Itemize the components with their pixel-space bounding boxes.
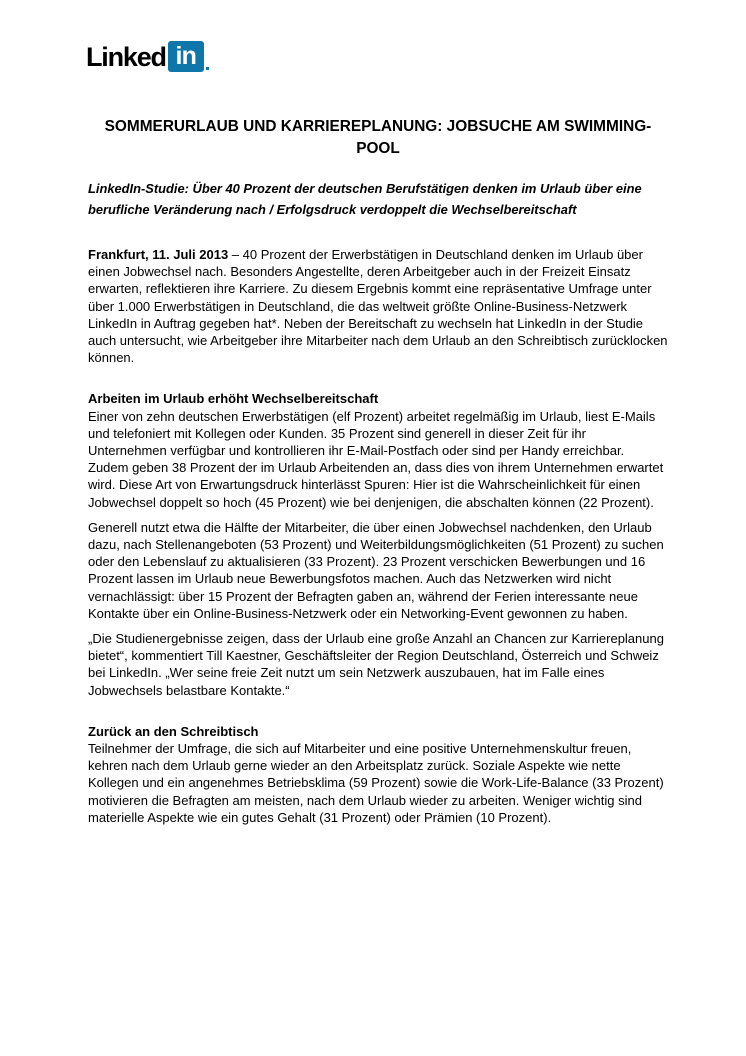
quote-paragraph: „Die Studienergebnisse zeigen, dass der Urlaub eine große Anzahl an Chancen zur Karriereplanung bietet“, kommentiert Till Kaestner, Geschäftsleiter der Region Deutschland, Österreich und Schweiz bei LinkedIn. „Wer seine freie Zeit nutzt um sein Netzwerk auszubauen, hat im Falle eines Jobwechsels belastbare Kontakte.“ xyxy=(88,631,664,698)
intro-paragraph xyxy=(88,246,668,366)
document-subtitle: LinkedIn-Studie: Über 40 Prozent der deutschen Berufstätigen denken im Urlaub über eine berufliche Veränderung nach / Erfolgsdruck verdoppelt die Wechselbereitschaft xyxy=(88,181,642,217)
linkedin-logo xyxy=(86,40,209,72)
section-heading-back-to-desk: Zurück an den Schreibtisch xyxy=(88,723,259,739)
document-title: SOMMERURLAUB UND KARRIEREPLANUNG: JOBSUCHE AM SWIMMING-POOL xyxy=(104,118,652,157)
intro-text: – 40 Prozent der Erwerbstätigen in Deutschland denken im Urlaub über einen Jobwechsel nach. Besonders Angestellte, deren Arbeitgeber auch in der Freizeit Einsatz erwarten, reflektieren ihre Karriere. Zu diesem Ergebnis kommt eine repräsentative Umfrage unter über 1.000 Erwerbstätigen in Deutschland, die das weltweit größte Online-Business-Netzwerk LinkedIn in Auftrag gegeben hat*. Neben der Bereitschaft zu wechseln hat LinkedIn in der Studie auch untersucht, wie Arbeitgeber ihre Mitarbeiter nach dem Urlaub an den Schreibtisch zurücklocken können. xyxy=(88,247,668,366)
dateline: Frankfurt, 11. Juli 2013 xyxy=(88,247,229,262)
document-body xyxy=(88,116,668,834)
logo-wordmark: Linked xyxy=(86,42,166,72)
paragraph: Einer von zehn deutschen Erwerbstätigen (elf Prozent) arbeitet regelmäßig im Urlaub, liest E-Mails und telefoniert mit Kollegen oder Kunden. 35 Prozent sind generell in dieser Zeit für ihr Unternehmen verfügbar und kontrollieren ihr E-Mail-Postfach oder sind per Handy erreichbar. Zudem geben 38 Prozent der im Urlaub Arbeitenden an, dass dies von ihrem Unternehmen erwartet wird. Diese Art von Erwartungsdruck hinterlässt Spuren: Hier ist die Wahrscheinlichkeit für einen Jobwechsel doppelt so hoch (45 Prozent) wie bei denjenigen, die abschalten können (22 Prozent). xyxy=(88,408,664,510)
paragraph: Teilnehmer der Umfrage, die sich auf Mitarbeiter und eine positive Unternehmenskultur freuen, kehren nach dem Urlaub gerne wieder an den Arbeitsplatz zurück. Soziale Aspekte wie nette Kollegen und ein angenehmes Betriebsklima (59 Prozent) sowie die Work-Life-Balance (33 Prozent) motivieren die Befragten am meisten, nach dem Urlaub wieder zu arbeiten. Weniger wichtig sind materielle Aspekte wie ein gutes Gehalt (31 Prozent) oder Prämien (10 Prozent). xyxy=(88,741,664,825)
paragraph: Generell nutzt etwa die Hälfte der Mitarbeiter, die über einen Jobwechsel nachdenken, den Urlaub dazu, nach Stellenangeboten (53 Prozent) und Weiterbildungsmöglichkeiten (51 Prozent) zu suchen oder den Lebenslauf zu aktualisieren (33 Prozent). 23 Prozent verschicken Bewerbungen und 16 Prozent lassen im Urlaub neue Bewerbungsfotos machen. Auch das Netzwerken wird nicht vernachlässigt: über 15 Prozent der Befragten gaben an, während der Ferien interessante neue Kontakte über ein Online-Business-Netzwerk oder ein Networking-Event gewonnen zu haben. xyxy=(88,519,664,621)
logo-dot xyxy=(206,67,209,70)
logo-in-box: in xyxy=(168,41,204,72)
section-heading-work-vacation: Arbeiten im Urlaub erhöht Wechselbereitschaft xyxy=(88,391,379,407)
